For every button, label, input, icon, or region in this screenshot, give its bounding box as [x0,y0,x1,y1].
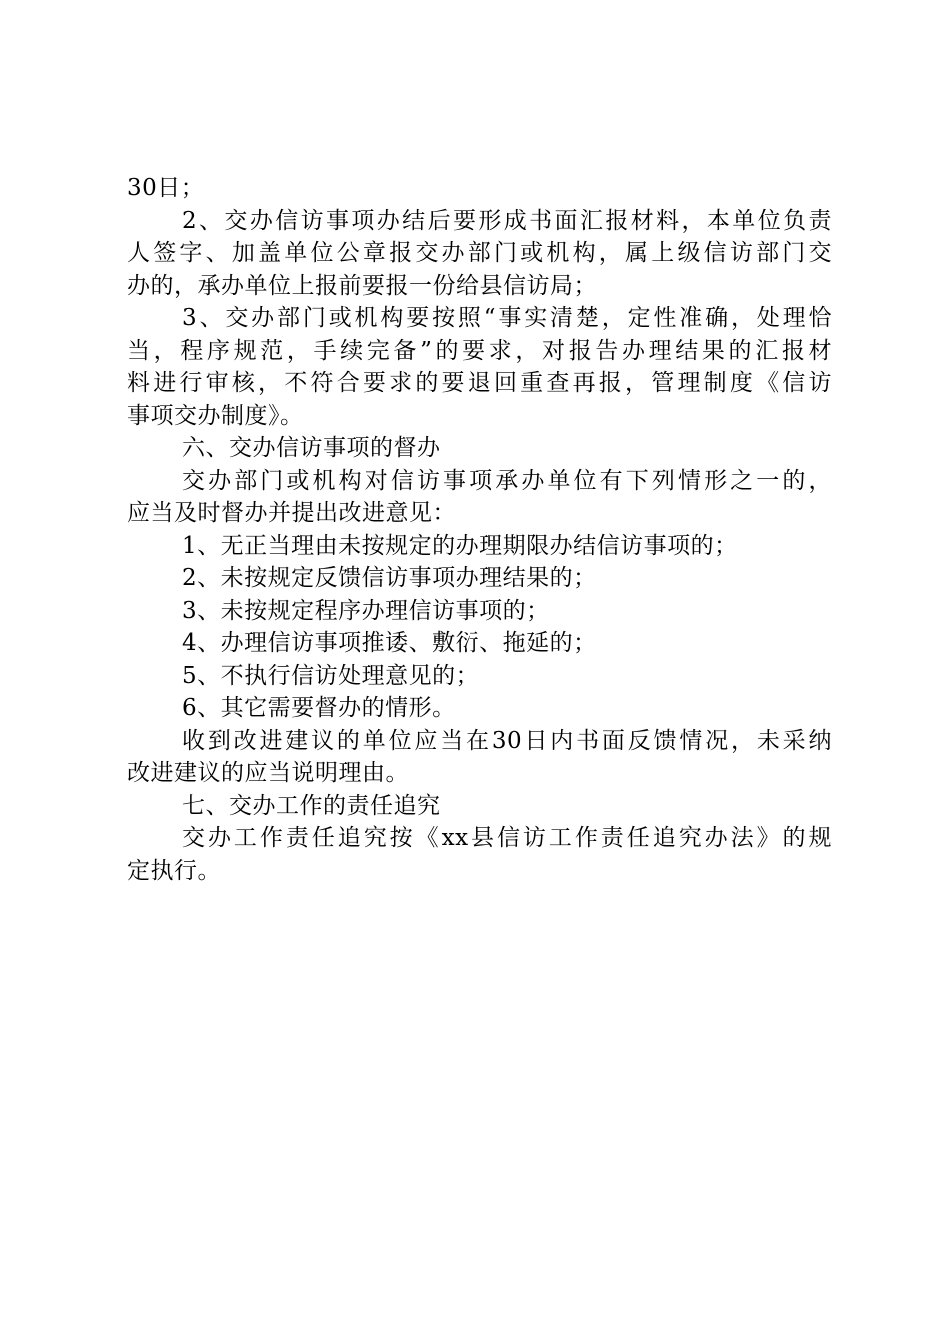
list-item: 5、不执行信访处理意见的； [182,662,480,689]
text-line: 事项交办制度》。 [127,402,304,429]
text-line: 3、交办部门或机构要按照“事实清楚，定性准确，处理恰 [182,305,832,331]
list-item: 2、未按规定反馈信访事项办理结果的； [182,565,597,591]
text-line: 30日； [127,175,205,201]
list-item: 4、办理信访事项推诿、敷衍、拖延的； [182,630,597,656]
section-heading: 七、交办工作的责任追究 [182,792,441,819]
text-line: 定执行。 [127,857,221,884]
document-page [127,172,832,887]
text-line: 改进建议的应当说明理由。 [127,760,409,786]
list-item: 6、其它需要督办的情形。 [182,695,456,721]
text-line: 当，程序规范，手续完备”的要求，对报告办理结果的汇报材 [127,337,832,364]
text-line: 应当及时督办并提出改进意见： [127,500,456,526]
text-line: 办的，承办单位上报前要报一份给县信访局； [127,272,597,299]
section-heading: 六、交办信访事项的督办 [182,435,441,461]
list-item: 3、未按规定程序办理信访事项的； [182,597,550,624]
text-line: 收到改进建议的单位应当在30日内书面反馈情况，未采纳 [182,727,832,754]
text-line: 交办部门或机构对信访事项承办单位有下列情形之一的， [182,467,832,494]
text-line: 料进行审核，不符合要求的要退回重查再报，管理制度《信访 [127,370,832,396]
text-line: 2、交办信访事项办结后要形成书面汇报材料，本单位负责 [182,207,832,234]
text-line: 交办工作责任追究按《xx县信访工作责任追究办法》的规 [182,825,832,851]
text-line: 人签字、加盖单位公章报交办部门或机构，属上级信访部门交 [127,240,832,266]
list-item: 1、无正当理由未按规定的办理期限办结信访事项的； [182,532,738,559]
